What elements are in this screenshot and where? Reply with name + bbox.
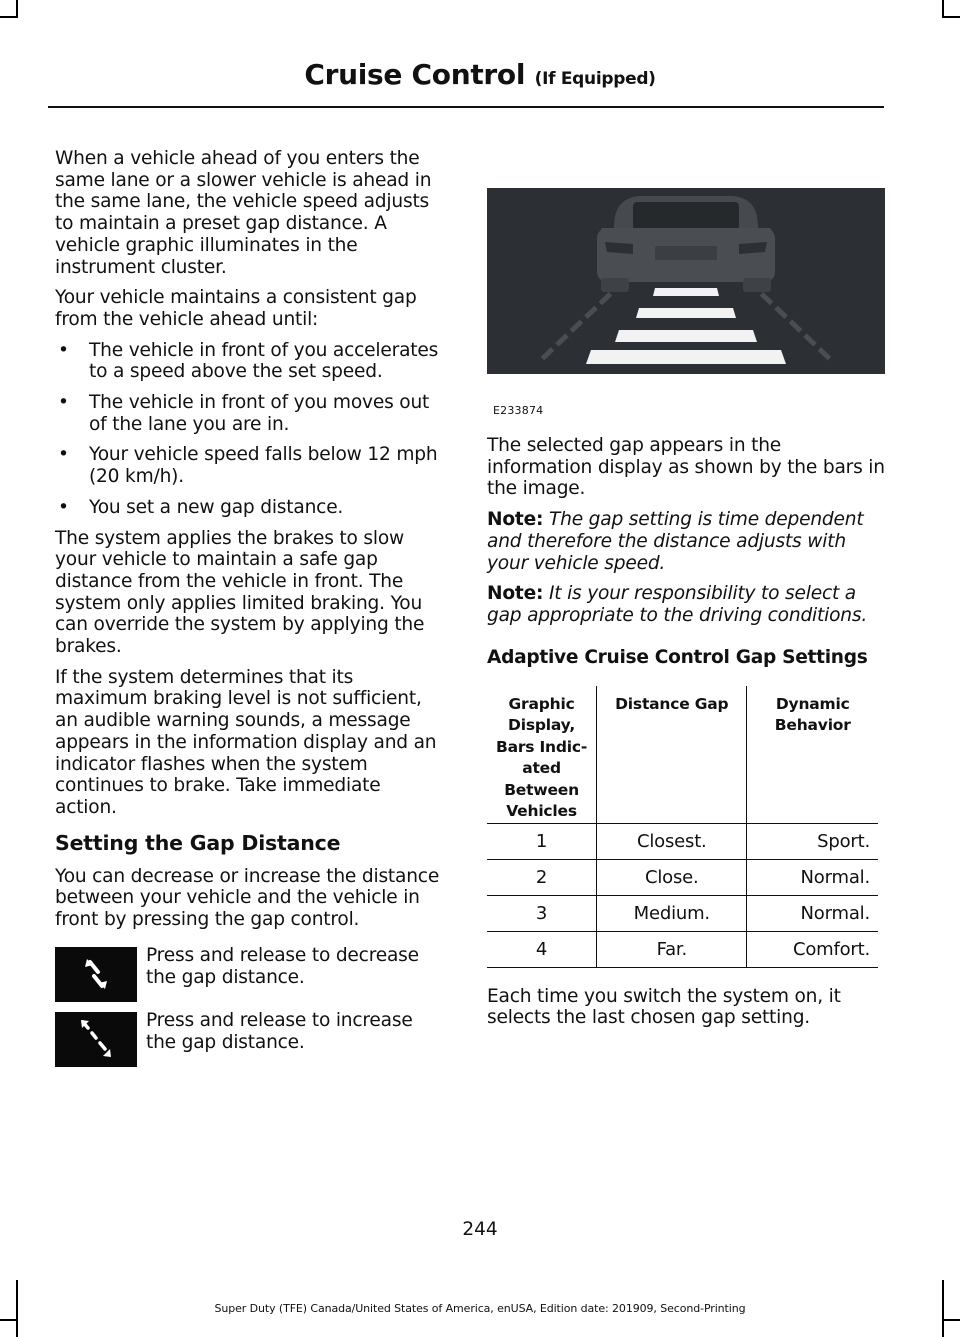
table-cell: Normal. bbox=[800, 902, 870, 924]
note-text: The gap setting is time dependent and therefore the distance adjusts with your vehicle speed. bbox=[487, 509, 864, 574]
left-column bbox=[55, 148, 447, 1077]
table-cell: 1 bbox=[487, 823, 597, 859]
gap-bar bbox=[615, 330, 757, 342]
table-cell: Far. bbox=[597, 931, 747, 967]
control-description: Press and release to increase the gap distance. bbox=[146, 1009, 413, 1053]
gap-display-image bbox=[487, 188, 885, 374]
note-label: Note: bbox=[487, 509, 544, 531]
crop-mark bbox=[942, 1319, 960, 1321]
paragraph: The selected gap appears in the information display as shown by the bars in the image. bbox=[487, 435, 885, 500]
gap-bar bbox=[636, 308, 736, 318]
note bbox=[487, 509, 885, 574]
table-cell: Closest. bbox=[597, 823, 747, 859]
table-row bbox=[487, 859, 878, 895]
list-item: • The vehicle in front of you accelerates to a speed above the set speed. bbox=[55, 340, 447, 383]
bullet-list bbox=[55, 340, 447, 519]
list-item: • You set a new gap distance. bbox=[55, 497, 447, 519]
table-title: Adaptive Cruise Control Gap Settings bbox=[487, 646, 868, 668]
paragraph: You can decrease or increase the distance between your vehicle and the vehicle in front by pressing the gap control. bbox=[55, 865, 440, 931]
table-cell: Sport. bbox=[817, 830, 870, 852]
figure-code: E233874 bbox=[493, 404, 544, 417]
crop-mark bbox=[0, 16, 18, 18]
table-cell: Comfort. bbox=[792, 938, 870, 960]
control-row-decrease bbox=[55, 944, 447, 1002]
table-row bbox=[487, 895, 878, 931]
paragraph: If the system determines that its maximum braking level is not sufficient, an audible warning sounds, a message appears in the information display and an indicator flashes when the system continues to brake. Take immediate action. bbox=[55, 666, 437, 818]
gap-settings-table bbox=[487, 686, 878, 968]
table-cell: 4 bbox=[487, 931, 597, 967]
control-row-increase bbox=[55, 1009, 447, 1067]
paragraph: The system applies the brakes to slow your vehicle to maintain a safe gap distance from the vehicle in front. The system only applies limited braking. You can override the system by applying the brakes. bbox=[55, 527, 425, 658]
table-cell: Normal. bbox=[800, 866, 870, 888]
gap-increase-icon bbox=[55, 1012, 137, 1067]
footer-text: Super Duty (TFE) Canada/United States of America, enUSA, Edition date: 201909, Second-Printing bbox=[214, 1302, 746, 1315]
table-row bbox=[487, 823, 878, 859]
section-title: Cruise Control bbox=[304, 58, 526, 91]
table-row bbox=[487, 931, 878, 967]
paragraph: Your vehicle maintains a consistent gap from the vehicle ahead until: bbox=[55, 287, 417, 330]
header-rule bbox=[48, 106, 884, 108]
table-cell: 3 bbox=[487, 895, 597, 931]
table-cell: Medium. bbox=[597, 895, 747, 931]
right-column bbox=[487, 188, 885, 1038]
list-item: • The vehicle in front of you moves out of the lane you are in. bbox=[55, 392, 447, 435]
table-header-row bbox=[487, 686, 878, 824]
column-header: Dynamic Behavior bbox=[774, 694, 851, 735]
crop-mark bbox=[942, 16, 960, 18]
section-subtitle: (If Equipped) bbox=[534, 69, 656, 89]
column-header: Distance Gap bbox=[597, 686, 747, 824]
gap-bar bbox=[586, 350, 786, 364]
paragraph: When a vehicle ahead of you enters the same lane or a slower vehicle is ahead in the same lane, the vehicle speed adjusts to maintain a preset gap distance. A vehicle graphic illuminates in the instrument cluster. bbox=[55, 148, 432, 278]
table-cell: Close. bbox=[597, 859, 747, 895]
note-label: Note: bbox=[487, 583, 544, 605]
list-item: • Your vehicle speed falls below 12 mph (20 km/h). bbox=[55, 444, 447, 487]
gap-decrease-icon bbox=[55, 947, 137, 1002]
table-cell: 2 bbox=[487, 859, 597, 895]
note bbox=[487, 583, 885, 626]
page-number: 244 bbox=[462, 1219, 498, 1240]
gap-display-figure bbox=[487, 188, 885, 374]
gap-bar bbox=[653, 288, 719, 296]
column-header: Graphic Display, Bars Indic-ated Between Vehicles bbox=[487, 686, 597, 824]
paragraph: Each time you switch the system on, it selects the last chosen gap setting. bbox=[487, 985, 841, 1029]
page-title bbox=[0, 58, 960, 91]
crop-mark bbox=[0, 1319, 18, 1321]
section-heading: Setting the Gap Distance bbox=[55, 830, 341, 855]
control-description: Press and release to decrease the gap distance. bbox=[146, 944, 419, 988]
note-text: It is your responsibility to select a gap appropriate to the driving conditions. bbox=[487, 583, 868, 626]
